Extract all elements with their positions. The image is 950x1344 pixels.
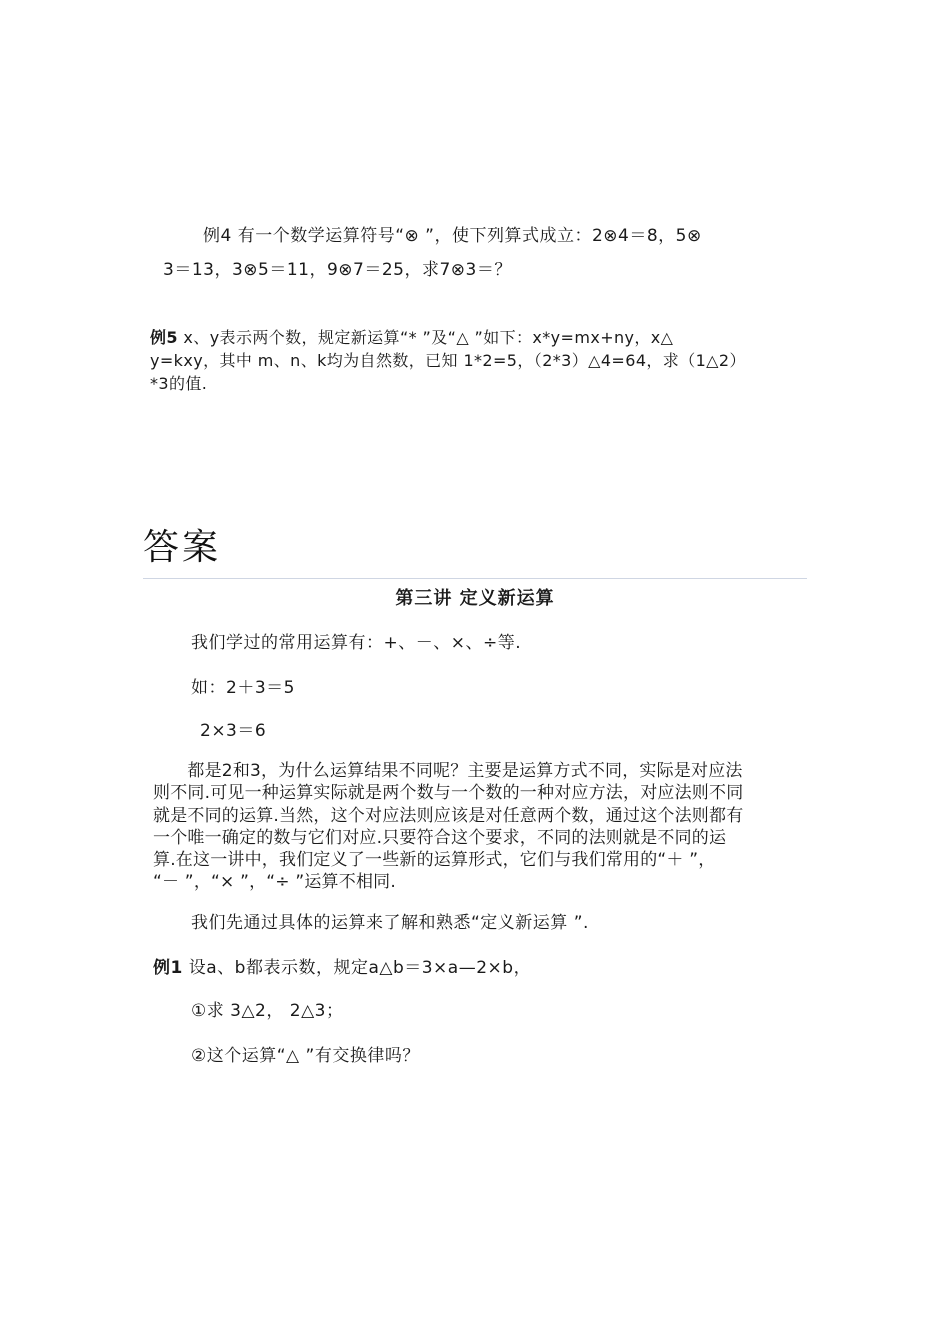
example-4-line-2: 3＝13，3⊗5＝11，9⊗7＝25，求7⊗3＝？ xyxy=(163,260,512,280)
example-5-label: 例5 xyxy=(150,328,178,347)
heading-divider xyxy=(143,578,807,579)
paragraph-example-product: 2×3＝6 xyxy=(200,721,267,741)
example-1-line xyxy=(153,953,531,978)
explanation-line: “－ ”，“× ”，“÷ ”运算不相同. xyxy=(153,872,396,893)
example-1-question-2: ②这个运算“△ ”有交换律吗？ xyxy=(191,1046,420,1066)
example-5-text-1: x、y表示两个数，规定新运算“* ”及“△ ”如下：x*y=mx+ny，x△ xyxy=(177,328,674,347)
example-1-label: 例1 xyxy=(153,958,183,978)
answers-heading: 答案 xyxy=(143,527,222,568)
example-5-line-2: y=kxy，其中 m、n、k均为自然数，已知 1*2=5，（2*3）△4=64，求（1△2） xyxy=(150,351,746,370)
lecture-title: 第三讲 定义新运算 xyxy=(395,588,555,609)
explanation-line: 就是不同的运算.当然，这个对应法则应该是对任意两个数，通过这个法则都有 xyxy=(153,805,744,826)
paragraph-explanation xyxy=(153,760,809,894)
explanation-line: 一个唯一确定的数与它们对应.只要符合这个要求，不同的法则就是不同的运 xyxy=(153,827,727,848)
example-5-line-3: *3的值. xyxy=(150,374,208,393)
paragraph-common-operations: 我们学过的常用运算有：+、－、×、÷等. xyxy=(191,633,522,653)
explanation-line: 则不同.可见一种运算实际就是两个数与一个数的一种对应方法，对应法则不同 xyxy=(153,783,744,804)
paragraph-example-sum: 如：2＋3＝5 xyxy=(191,678,295,698)
paragraph-intro-new-operation: 我们先通过具体的运算来了解和熟悉“定义新运算 ”. xyxy=(191,913,589,933)
explanation-line: 算.在这一讲中，我们定义了一些新的运算形式，它们与我们常用的“＋ ”， xyxy=(153,850,716,871)
explanation-line: 都是2和3，为什么运算结果不同呢？主要是运算方式不同，实际是对应法 xyxy=(153,761,743,781)
example-1-question-1: ①求 3△2， 2△3； xyxy=(191,1001,344,1021)
example-5-line-1 xyxy=(150,325,673,348)
example-4-line-1: 例4 有一个数学运算符号“⊗ ”，使下列算式成立：2⊗4＝8，5⊗ xyxy=(203,226,702,246)
example-1-text: 设a、b都表示数，规定a△b＝3×a—2×b， xyxy=(182,958,532,978)
